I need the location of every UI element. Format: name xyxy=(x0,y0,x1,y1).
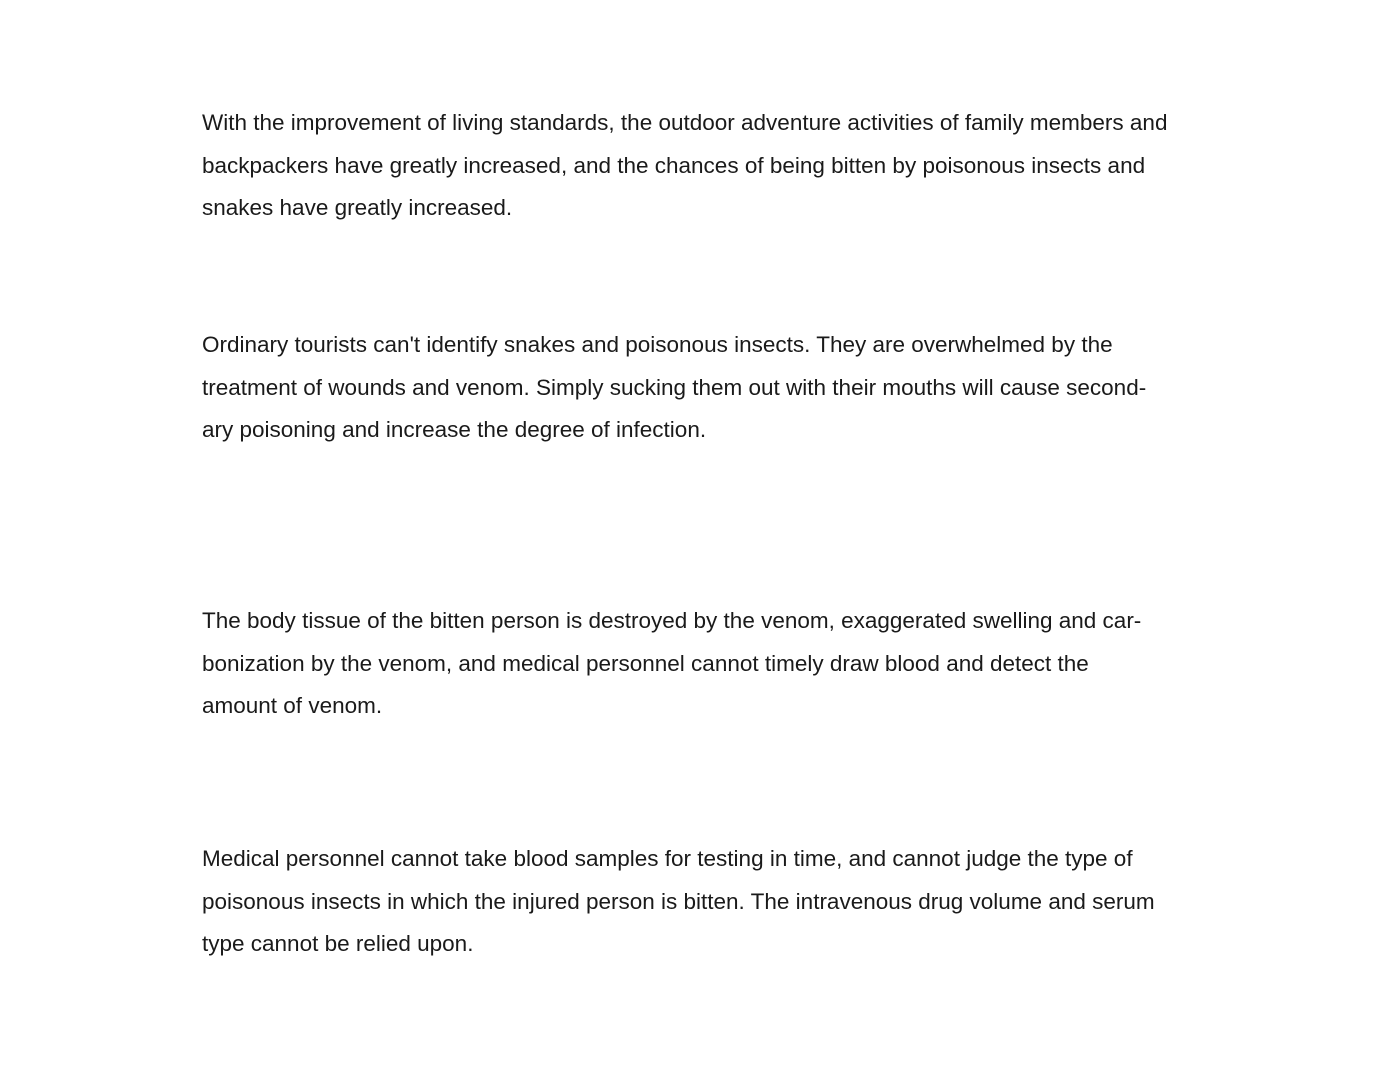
paragraph-line: amount of venom. xyxy=(202,693,383,719)
paragraph-line: The body tissue of the bitten person is destroyed by the venom, exaggerated swelling and car- xyxy=(202,608,1142,633)
paragraph-line: backpackers have greatly increased, and the chances of being bitten by poisonous insects and xyxy=(202,152,1146,178)
paragraph-line: bonization by the venom, and medical personnel cannot timely draw blood and detect the xyxy=(202,650,1089,676)
paragraph-line: treatment of wounds and venom. Simply sucking them out with their mouths will cause second- xyxy=(202,374,1147,400)
paragraph-tourists-identification xyxy=(202,324,1262,452)
paragraph-line: poisonous insects in which the injured person is bitten. The intravenous drug volume and serum xyxy=(202,888,1155,914)
paragraph-line: Ordinary tourists can't identify snakes and poisonous insects. They are overwhelmed by the xyxy=(202,332,1113,357)
paragraph-line: With the improvement of living standards, the outdoor adventure activities of family members and xyxy=(202,110,1168,135)
paragraph-line: ary poisoning and increase the degree of infection. xyxy=(202,417,707,443)
paragraph-line: type cannot be relied upon. xyxy=(202,931,474,957)
paragraph-line: snakes have greatly increased. xyxy=(202,195,513,221)
paragraph-line: Medical personnel cannot take blood samples for testing in time, and cannot judge the type of xyxy=(202,846,1133,871)
paragraph-body-tissue xyxy=(202,600,1262,728)
paragraph-outdoor-activities xyxy=(202,102,1262,230)
paragraph-blood-samples xyxy=(202,838,1262,966)
